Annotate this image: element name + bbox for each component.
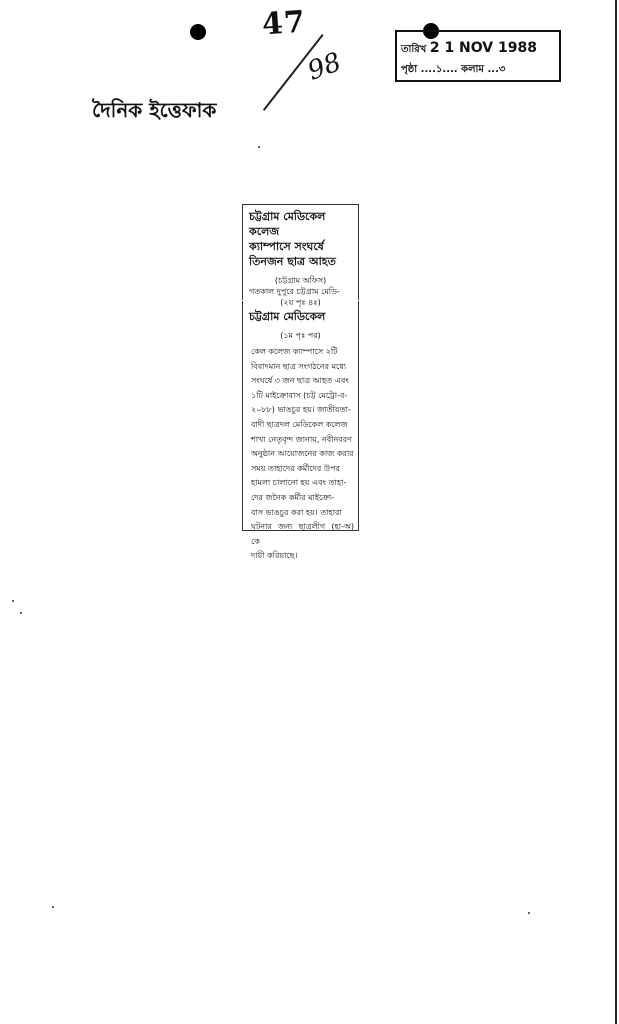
body-line: ঘটনার জন্য ছাত্রলীগ (হা-অ) কে (251, 522, 354, 546)
body-line: দায়ী করিয়াছে। (251, 551, 298, 561)
scan-speck (12, 600, 14, 602)
continuation-headline: চট্টগ্রাম মেডিকেল (249, 310, 326, 323)
body-line: কেল কলেজ ক্যাম্পাসে ২টি (251, 347, 338, 356)
news-clipping-front (242, 204, 359, 307)
punch-hole (190, 24, 206, 40)
headline-line: তিনজন ছাত্র আহত (249, 255, 336, 268)
headline-line: চট্টগ্রাম মেডিকেল কলেজ (249, 210, 326, 238)
newspaper-name: দৈনিক ইত্তেফাক (92, 98, 217, 122)
archive-stamp (395, 30, 561, 82)
headline-line: ক্যাম্পাসে সংঘর্ষে (249, 240, 324, 253)
page-edge (615, 0, 617, 1024)
body-line: সময় তাহাদের কর্মীদের উপর (251, 463, 340, 473)
article-headline (243, 205, 358, 269)
scan-speck (20, 612, 22, 614)
stamp-column-value: ৩ (498, 64, 506, 75)
stamp-page-row: পৃষ্ঠা ....১.... কলাম ...৩ (401, 64, 506, 75)
body-line: সংঘর্ষে ৩ জন ছাত্র আহত এবং (251, 376, 349, 386)
stamp-date-row (401, 40, 537, 59)
stamp-date-label: তারিখ (401, 44, 427, 55)
stamp-date-value: 2 1 NOV 1988 (429, 40, 537, 56)
body-line: দের জনৈক কর্মীর মাইক্রো- (251, 492, 335, 502)
news-clipping-continuation (242, 301, 359, 561)
scan-speck (52, 906, 54, 908)
article-bureau: (চট্টগ্রাম অফিস) (274, 276, 327, 285)
body-line: ১টি মাইক্রোবাস (চট্ট মেট্রো-ব- (251, 390, 348, 400)
stamp-page-label: পৃষ্ঠা (401, 64, 418, 75)
article-lead: গতকাল দুপুরে চট্টগ্রাম মেডি- (249, 287, 340, 296)
stamp-page-value: ১ (435, 64, 443, 75)
article-continued-ref: (২য় পৃঃ ৪ঃ) (280, 298, 321, 307)
scan-speck (528, 912, 530, 914)
continuation-ref: (১ম পৃঃ পর) (280, 331, 321, 340)
article-body (243, 345, 358, 564)
body-line: বিবাদমান ছাত্র সংগঠনের মধ্যে (251, 361, 347, 371)
handwritten-marginal-number: 98 (303, 47, 346, 87)
body-line: হামলা চালানো হয় এবং তাহা- (251, 478, 347, 488)
body-line: ২০৮৮) ভাঙচুর হয়। জাতীয়তা- (251, 405, 351, 415)
body-line: বাস ভাঙচুর করা হয়। তাহারা (251, 507, 342, 517)
body-line: বাদী ছাত্রদল মেডিকেল কলেজ (251, 419, 348, 429)
body-line: অনুষ্ঠান আয়োজনের কাজ করার (251, 449, 354, 459)
scan-speck (258, 146, 260, 148)
handwritten-folio-number: 47 (260, 4, 307, 43)
stamp-column-label: কলাম (461, 64, 484, 75)
body-line: শাখা নেতৃবৃন্দ জানায়, নবীনবরণ (251, 434, 352, 444)
